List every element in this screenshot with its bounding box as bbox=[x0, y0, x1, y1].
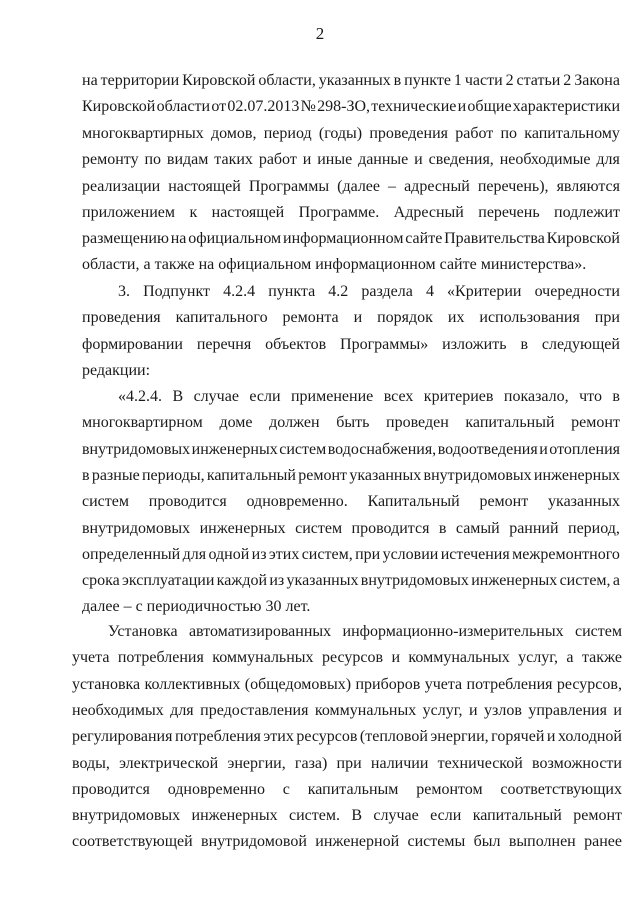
text-line: регулирования потребления этих ресурсов (тепловой энергии, горячей и холодной bbox=[72, 728, 622, 745]
text-line: Установка автоматизированных информационно-измерительных систем bbox=[108, 623, 622, 640]
text-line: внутридомовых инженерных систем. В случае если капитальный ремонт bbox=[72, 807, 622, 824]
text-line: срока эксплуатации каждой из указанных внутридомовых инженерных систем, а bbox=[82, 572, 620, 589]
text-line: проведения капитального ремонта и порядок их использования при bbox=[82, 309, 620, 326]
text-line: систем проводится одновременно. Капитальный ремонт указанных bbox=[82, 493, 620, 510]
text-line: на территории Кировской области, указанных в пункте 1 части 2 статьи 2 Закона bbox=[82, 72, 620, 89]
text-line: проводится одновременно с капитальным ремонтом соответствующих bbox=[72, 781, 622, 798]
text-line: далее – с периодичностью 30 лет. bbox=[82, 598, 311, 615]
text-line: воды, электрической энергии, газа) при наличии технической возможности bbox=[72, 755, 622, 772]
text-line: области, а также на официальном информационном сайте министерства». bbox=[82, 256, 587, 273]
text-line: ремонту по видам таких работ и иные данные и сведения, необходимые для bbox=[82, 151, 620, 168]
text-line: приложением к настоящей Программе. Адресный перечень подлежит bbox=[82, 204, 620, 221]
text-line: в разные периоды, капитальный ремонт указанных внутридомовых инженерных bbox=[82, 467, 620, 484]
text-line: 3. Подпункт 4.2.4 пункта 4.2 раздела 4 «Критерии очередности bbox=[118, 283, 620, 300]
text-line: соответствующей внутридомовой инженерной системы был выполнен ранее bbox=[72, 833, 622, 850]
text-line: реализации настоящей Программы (далее – адресный перечень), являются bbox=[82, 178, 620, 195]
text-line: внутридомовых инженерных систем проводится в самый ранний период, bbox=[82, 520, 620, 537]
text-line: необходимых для предоставления коммунальных услуг, и узлов управления и bbox=[72, 702, 622, 719]
page-number: 2 bbox=[315, 24, 325, 43]
text-line: Кировской области от 02.07.2013 № 298-ЗО, технические и общие характеристики bbox=[82, 98, 620, 115]
text-line: многоквартирных домов, период (годы) проведения работ по капитальному bbox=[82, 125, 620, 142]
text-line: установка коллективных (общедомовых) приборов учета потребления ресурсов, bbox=[72, 676, 622, 693]
text-line: многоквартирном доме должен быть проведен капитальный ремонт bbox=[82, 414, 620, 431]
text-line: редакции: bbox=[82, 362, 151, 379]
text-line: учета потребления коммунальных ресурсов и коммунальных услуг, а также bbox=[72, 649, 622, 666]
text-line: размещению на официальном информационном сайте Правительства Кировской bbox=[82, 230, 620, 247]
text-line: «4.2.4. В случае если применение всех критериев показало, что в bbox=[118, 388, 620, 405]
text-line: определенный для одной из этих систем, при условии истечения межремонтного bbox=[82, 546, 620, 563]
text-line: внутридомовых инженерных систем водоснабжения, водоотведения и отопления bbox=[82, 441, 620, 458]
text-line: формировании перечня объектов Программы» изложить в следующей bbox=[82, 336, 620, 353]
